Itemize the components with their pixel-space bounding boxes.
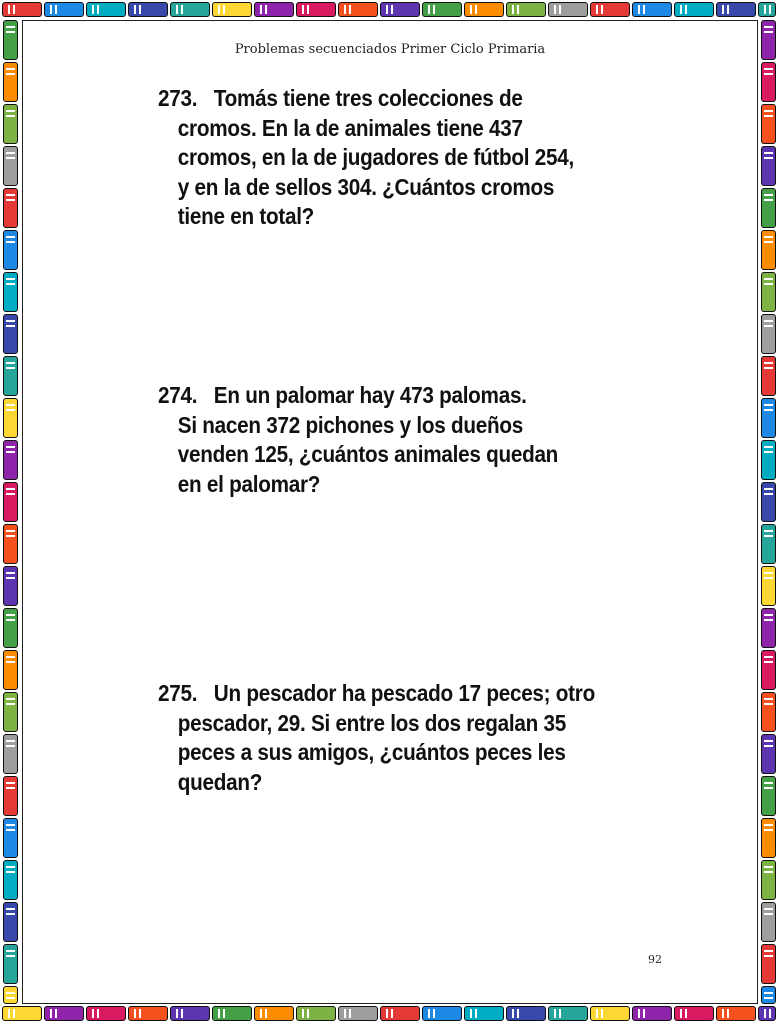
border-segment [3,860,18,900]
border-segment [422,2,462,17]
border-segment [3,482,18,522]
border-segment [632,2,672,17]
border-segment [3,902,18,942]
border-segment [3,692,18,732]
problem-273 [158,84,599,232]
problem-line: Si nacen 372 pichones y los dueños [177,411,523,438]
problem-line [158,84,599,114]
border-segment [761,62,776,102]
border-segment [86,1006,126,1021]
border-segment [422,1006,462,1021]
border-segment [3,566,18,606]
border-segment [3,524,18,564]
border-segment [3,356,18,396]
border-segment [761,608,776,648]
problem-number: 275. [158,680,198,706]
problem-text: Tomás tiene tres colecciones de [213,85,523,111]
problem-line: peces a sus amigos, ¿cuántos peces les [177,739,566,765]
border-segment [761,818,776,858]
border-segment [212,1006,252,1021]
border-segment [3,104,18,144]
problem-line: venden 125, ¿cuántos animales quedan [177,441,559,467]
border-segment [3,62,18,102]
border-segment [674,1006,714,1021]
border-segment [380,1006,420,1021]
border-segment [761,944,776,984]
border-segment [44,1006,84,1021]
border-segment [632,1006,672,1021]
border-segment [128,1006,168,1021]
border-segment [464,1006,504,1021]
border-segment [464,2,504,17]
border-segment [761,650,776,690]
border-segment [254,2,294,17]
border-segment [212,2,252,17]
border-segment [3,440,18,480]
border-segment [758,1006,776,1021]
border-segment [761,986,776,1004]
border-segment [2,1006,42,1021]
border-segment [761,776,776,816]
border-segment [3,230,18,270]
border-segment [761,188,776,228]
border-segment [170,2,210,17]
problem-line: tiene en total? [177,203,315,229]
border-segment [761,734,776,774]
problem-number: 273. [158,85,198,111]
border-segment [761,860,776,900]
border-segment [2,2,42,17]
border-segment [3,188,18,228]
problem-line: quedan? [177,768,263,795]
border-segment [758,2,776,17]
border-segment [548,1006,588,1021]
border-segment [380,2,420,17]
page-header: Problemas secuenciados Primer Ciclo Primaria [234,42,546,57]
problem-line: y en la de sellos 304. ¿Cuántos cromos [177,173,555,200]
problem-text: Un pescador ha pescado 17 peces; otro [213,680,595,706]
problem-line: cromos, en la de jugadores de fútbol 254, [177,144,574,170]
border-segment [761,230,776,270]
problem-274 [158,381,599,499]
border-segment [548,2,588,17]
border-segment [3,314,18,354]
border-segment [761,440,776,480]
border-segment [3,818,18,858]
problem-line: en el palomar? [177,470,321,497]
border-segment [44,2,84,17]
page-number: 92 [648,953,662,966]
border-segment [761,692,776,732]
border-segment [761,398,776,438]
problem-text: En un palomar hay 473 palomas. [213,382,527,408]
border-segment [761,482,776,522]
border-segment [170,1006,210,1021]
border-segment [761,356,776,396]
border-segment [338,2,378,17]
border-segment [3,734,18,774]
border-segment [3,986,18,1004]
border-segment [716,1006,756,1021]
problem-line [158,679,599,709]
border-segment [761,902,776,942]
border-segment [3,944,18,984]
border-segment [3,398,18,438]
border-segment [761,566,776,606]
border-segment [590,2,630,17]
problem-line [158,381,599,411]
border-segment [761,524,776,564]
border-segment [716,2,756,17]
problem-275 [158,679,599,797]
border-segment [674,2,714,17]
border-segment [761,104,776,144]
border-segment [3,272,18,312]
border-segment [338,1006,378,1021]
border-segment [128,2,168,17]
problem-line: pescador, 29. Si entre los dos regalan 35 [177,709,566,736]
border-segment [590,1006,630,1021]
border-segment [3,146,18,186]
border-segment [254,1006,294,1021]
problem-line: cromos. En la de animales tiene 437 [177,114,523,141]
border-segment [3,650,18,690]
border-segment [3,608,18,648]
border-segment [296,2,336,17]
border-segment [506,1006,546,1021]
border-segment [296,1006,336,1021]
border-segment [86,2,126,17]
border-segment [761,272,776,312]
border-segment [506,2,546,17]
border-segment [761,314,776,354]
border-segment [761,146,776,186]
border-segment [3,776,18,816]
problem-number: 274. [158,382,198,408]
